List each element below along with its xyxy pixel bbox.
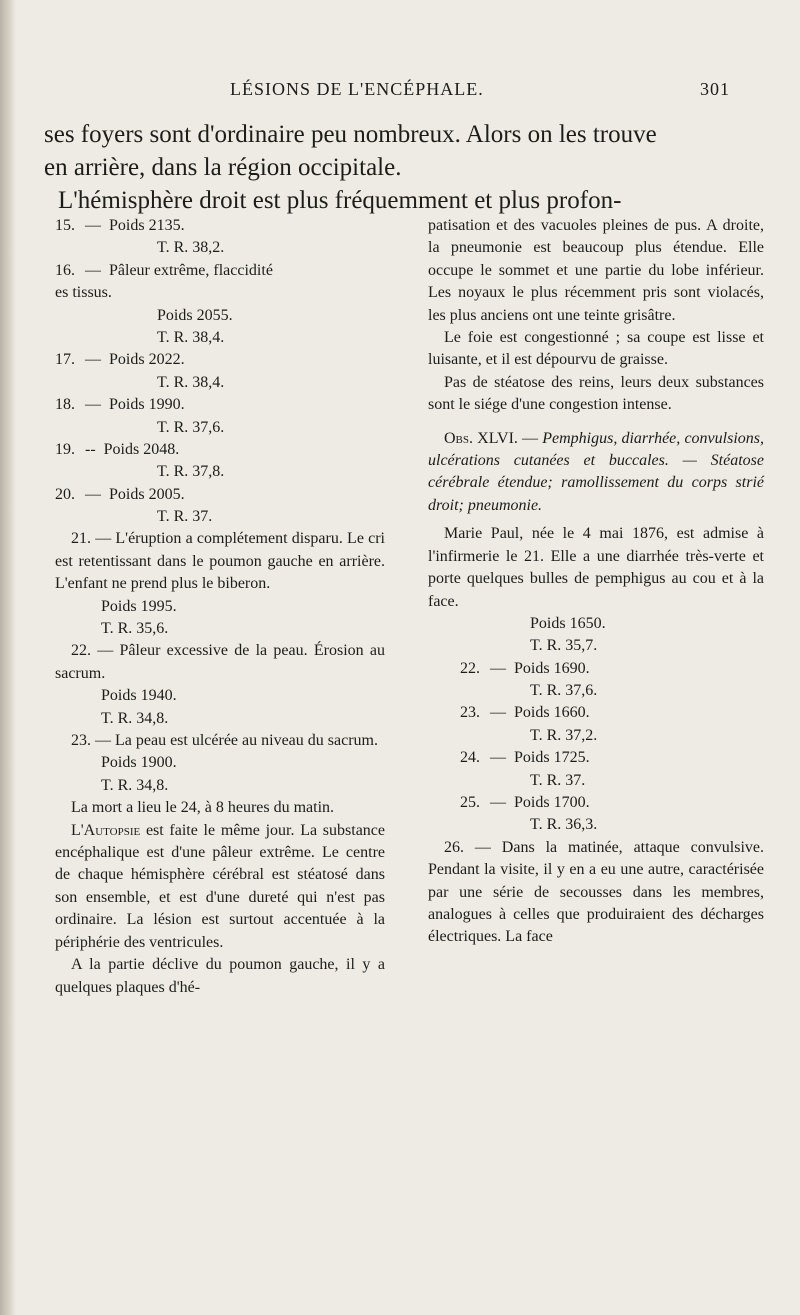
entry-weight: Poids 2135. [109,217,185,234]
paragraph-21: 21. — L'éruption a complétement disparu. Le cri est retentissant dans le poumon gauche en arrière. L'enfant ne prend plus le biberon. [55,530,385,593]
entry-weight: Poids 1660. [514,704,590,722]
entry-temperature: T. R. 37,2. [530,726,598,744]
entry-dash: — [85,485,101,503]
entry-number: 22. [460,659,480,677]
entry-24 [428,747,764,769]
entry-weight: Poids 1990. [109,396,185,414]
entry-dash: — [490,659,506,677]
observation-dash: — [517,429,543,447]
entry-19 [55,439,385,461]
intro-paragraph [44,118,759,217]
entry-15 [55,215,385,237]
entry-dash: — [490,749,506,767]
paragraph-kidneys: Pas de stéatose des reins, leurs deux substances sont le siége d'une congestion intense. [428,373,764,414]
entry-temperature: T. R. 38,4. [157,328,225,346]
observation-label: Obs. XLVI. [444,429,518,447]
left-column [55,215,385,999]
paragraph-22: 22. — Pâleur excessive de la peau. Érosion au sacrum. [55,642,385,682]
entry-22 [428,658,764,680]
running-header [230,79,730,103]
entry-weight: Poids 2048. [103,440,180,458]
entry-temperature: T. R. 38,4. [157,373,225,391]
entry-23 [428,702,764,724]
entry-25 [428,792,764,814]
entry-temperature: T. R. 37,6. [157,418,225,436]
entry-18 [55,394,385,416]
observation-title: Pemphigus, diarrhée, convulsions, ulcérations cutanées et buccales. — Stéatose cérébrale étendue; ramollissement du corps strié droit; pneumonie. [428,429,764,514]
entry-weight: Poids 1725. [514,749,590,767]
paragraph-continuation: patisation et des vacuoles pleines de pus. A droite, la pneumonie est beaucoup plus étendue. Elle occupe le sommet et une partie du lobe inférieur. Les noyaux le plus récemment pris sont violacés, les plus anciens ont une teinte grisâtre. [428,217,764,324]
entry-temperature: T. R. 37. [157,508,213,526]
paragraph-26: 26. — Dans la matinée, attaque convulsive. Pendant la visite, il y en a eu une autre, caractérisée par une série de secousses dans les membres, analogues à celles que produiraient des décharges électriques. La face [428,838,764,946]
intro-line: L'hémisphère droit est plus fréquemment et plus profon- [58,187,622,214]
entry-number: 25. [460,794,480,812]
right-column [428,215,764,949]
entry-16 [55,260,385,282]
entry-number: 18. [55,396,75,414]
entry-weight: Poids 1690. [514,659,590,677]
entry-temperature: T. R. 36,3. [530,816,598,834]
intro-line: en arrière, dans la région occipitale. [44,154,402,181]
page-number: 301 [700,79,730,99]
entry-number: 20. [55,485,75,503]
entry-temperature: T. R. 34,8. [101,709,169,727]
entry-weight: Poids 1995. [101,597,177,615]
entry-weight: Poids 2005. [109,485,185,503]
autopsy-text: est faite le même jour. La substance encéphalique est d'une pâleur extrême. Le centre de chaque hémisphère cérébral est stéatosé dans son ensemble, et est d'une dureté qui n'est pas ordinaire. La lésion est surtout accentuée à la périphérie des ventricules. [55,821,385,951]
entry-dash: — [85,396,101,414]
entry-dash: — [85,351,101,369]
entry-text: Pâleur extrême, flaccidité [109,261,273,279]
entry-dash: — [85,261,101,279]
entry-temperature: T. R. 35,7. [530,637,598,655]
entry-weight: Poids 1900. [101,754,177,772]
entry-number: 23. [460,704,480,722]
entry-temperature: T. R. 37,8. [157,463,225,481]
intro-line: ses foyers sont d'ordinaire peu nombreux. Alors on les trouve [44,121,657,148]
paragraph-liver: Le foie est congestionné ; sa coupe est lisse et luisante, et il est dépourvu de graisse. [428,329,764,369]
entry-temperature: T. R. 38,2. [157,239,225,257]
entry-temperature: T. R. 37,6. [530,682,598,700]
paragraph-admission: Marie Paul, née le 4 mai 1876, est admise à l'infirmerie le 21. Elle a une diarrhée très-verte et porte quelques bulles de pemphigus au cou et à la face. [428,525,764,610]
header-title: LÉSIONS DE L'ENCÉPHALE. [230,79,484,99]
entry-number: 19. [55,440,75,458]
entry-dash: — [85,217,101,234]
entry-dash: — [490,704,506,722]
entry-weight: Poids 2055. [157,306,233,324]
paragraph-23: 23. — La peau est ulcérée au niveau du sacrum. [71,732,378,750]
entry-temperature: T. R. 37. [530,771,586,789]
paragraph-lung: A la partie déclive du poumon gauche, il y a quelques plaques d'hé- [55,956,385,996]
entry-dash: — [490,794,506,812]
entry-number: 17. [55,351,75,369]
entry-temperature: T. R. 35,6. [101,620,169,638]
entry-weight: Poids 1650. [530,614,606,632]
entry-weight: Poids 1700. [514,794,590,812]
autopsy-label: L'Autopsie [71,821,141,839]
paragraph-autopsy [55,820,385,954]
entry-text-cont: es tissus. [55,284,112,302]
paragraph-death: La mort a lieu le 24, à 8 heures du matin. [71,799,335,817]
entry-weight: Poids 1940. [101,687,177,705]
entry-dash: -- [85,440,96,458]
entry-temperature: T. R. 34,8. [101,776,169,794]
entry-number: 15. [55,217,75,234]
entry-20 [55,484,385,506]
observation-heading [428,428,764,518]
entry-17 [55,349,385,371]
entry-number: 24. [460,749,480,767]
entry-number: 16. [55,261,75,279]
entry-weight: Poids 2022. [109,351,185,369]
